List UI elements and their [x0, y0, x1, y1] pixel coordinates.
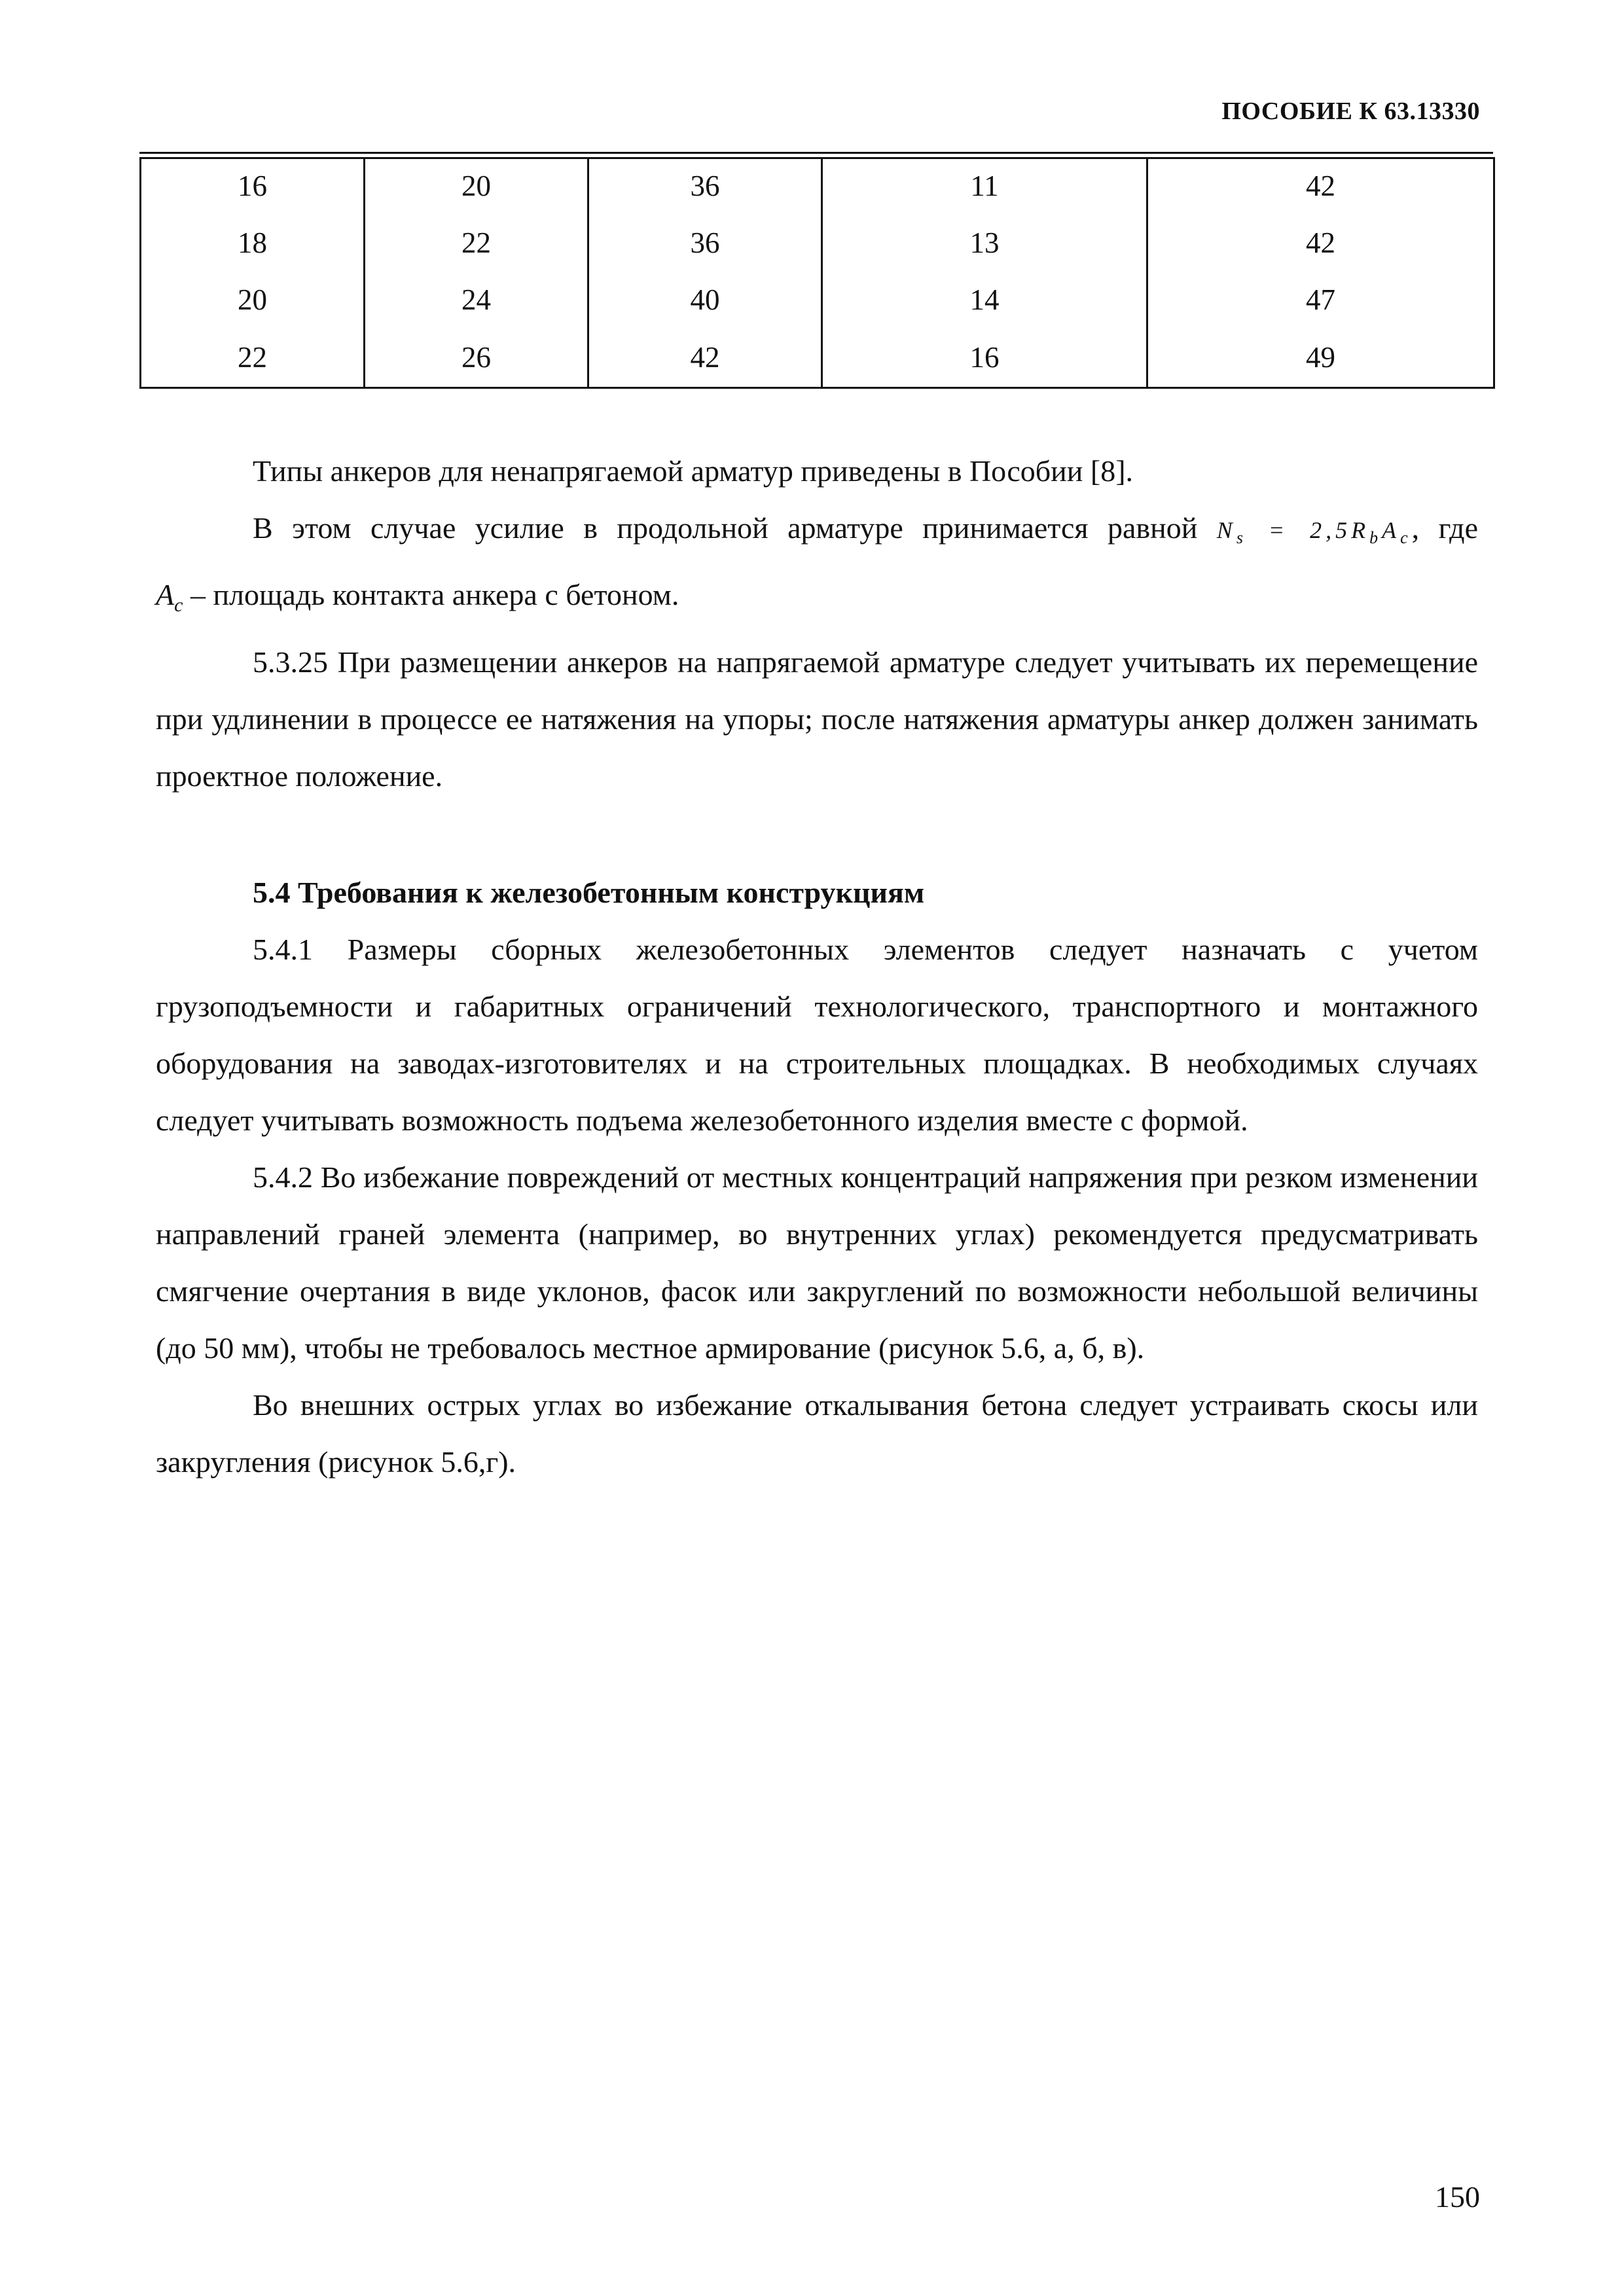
- table-row: [141, 157, 1494, 214]
- table-row: [141, 214, 1494, 271]
- table-cell: 22: [365, 214, 588, 271]
- table-row: [141, 328, 1494, 388]
- table-cell: 42: [1147, 157, 1494, 214]
- table-cell: 36: [588, 157, 822, 214]
- table-cell: 49: [1147, 328, 1494, 388]
- header-rule-top: [139, 152, 1493, 154]
- document-header: ПОСОБИЕ К 63.13330: [1221, 98, 1480, 125]
- table-cell: 42: [588, 328, 822, 388]
- paragraph-anchor-force: В этом случае усилие в продольной арматуре принимается равной $N_s = 2,5R_bA_c$, где: [253, 511, 1478, 548]
- section-heading: 5.4 Требования к железобетонным конструкциям: [253, 876, 925, 909]
- table-cell: 16: [822, 328, 1147, 388]
- paragraph-5-3-25: 5.3.25 При размещении анкеров на напрягаемой арматуре следует учитывать их перемещение при удлинении в процессе ее натяжения на упоры; после натяжения арматуры анкер должен занимать проектное положение.: [156, 645, 1478, 793]
- data-table: [139, 157, 1495, 389]
- table-cell: 20: [365, 157, 588, 214]
- variable-ac: $A_c$: [156, 578, 183, 617]
- paragraph-anchor-types: Типы анкеров для ненапрягаемой арматур приведены в Пособии [8].: [253, 454, 1134, 488]
- table-cell: 42: [1147, 214, 1494, 271]
- table-cell: 24: [365, 271, 588, 328]
- table-cell: 18: [141, 214, 365, 271]
- table-cell: 14: [822, 271, 1147, 328]
- table-cell: 16: [141, 157, 365, 214]
- paragraph-5-4-2: 5.4.2 Во избежание повреждений от местных концентраций напряжения при резком изменении направлений граней элемента (например, во внутренних углах) рекомендуется предусматривать смягчение очертания в виде уклонов, фасок или закруглений по возможности небольшой величины (до 50 мм), чтобы не требовалось местное армирование (рисунок 5.6, а, б, в).: [156, 1160, 1478, 1365]
- table-cell: 22: [141, 328, 365, 388]
- table-cell: 20: [141, 271, 365, 328]
- paragraph-5-4-1: 5.4.1 Размеры сборных железобетонных элементов следует назначать с учетом грузоподъемности и габаритных ограничений технологического, транспортного и монтажного оборудования на заводах-изготовителях и на строительных площадках. В необходимых случаях следует учитывать возможность подъема железобетонного изделия вместе с формой.: [156, 933, 1478, 1137]
- body-text-upper: [156, 442, 1478, 804]
- table-cell: 11: [822, 157, 1147, 214]
- table-cell: 36: [588, 214, 822, 271]
- table-cell: 13: [822, 214, 1147, 271]
- page-number: 150: [1435, 2180, 1480, 2214]
- body-text-section-5-4: [156, 864, 1478, 1490]
- table-cell: 47: [1147, 271, 1494, 328]
- table-cell: 40: [588, 271, 822, 328]
- table-cell: 26: [365, 328, 588, 388]
- table-row: [141, 271, 1494, 328]
- paragraph-external-corners: Во внешних острых углах во избежание откалывания бетона следует устраивать скосы или закругления (рисунок 5.6,г).: [156, 1388, 1478, 1479]
- formula-ns: $N_s = 2,5R_bA_c$: [1216, 517, 1412, 548]
- paragraph-anchor-area: $A_c$ – площадь контакта анкера с бетоном.: [156, 578, 679, 617]
